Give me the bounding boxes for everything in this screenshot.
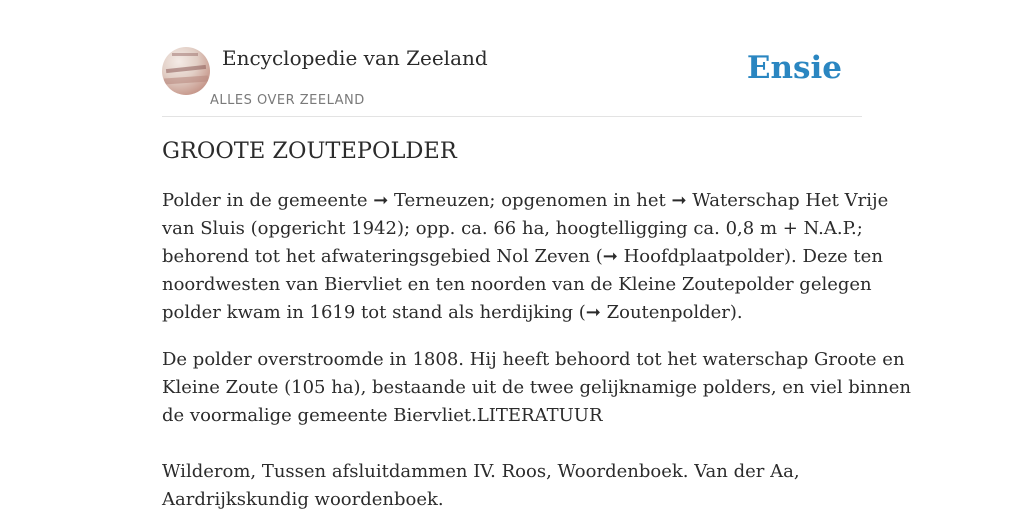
page-title: GROOTE ZOUTEPOLDER [162, 138, 457, 164]
article-paragraph [162, 346, 912, 512]
text-line: noordwesten van Biervliet en ten noorden van de Kleine Zoutepolder gelegen [162, 274, 872, 295]
text-line: De polder overstroomde in 1808. Hij heeft behoord tot het waterschap Groote en [162, 349, 905, 370]
text-line: behorend tot het afwateringsgebied Nol Zeven (➞ Hoofdplaatpolder). Deze ten [162, 246, 883, 267]
text-line: Kleine Zoute (105 ha), bestaande uit de twee gelijknamige polders, en viel binnen [162, 377, 912, 398]
text-line: Aardrijkskundig woordenboek. [162, 489, 444, 510]
text-line: polder kwam in 1619 tot stand als herdijking (➞ Zoutenpolder). [162, 302, 743, 323]
text-line: Polder in de gemeente ➞ Terneuzen; opgenomen in het ➞ Waterschap Het Vrije [162, 190, 889, 211]
article-paragraph [162, 187, 889, 327]
text-line: Wilderom, Tussen afsluitdammen IV. Roos, Woordenboek. Van der Aa, [162, 461, 800, 482]
article [162, 138, 912, 512]
site-title[interactable]: Encyclopedie van Zeeland [222, 46, 488, 70]
site-header [162, 46, 862, 117]
text-line: de voormalige gemeente Biervliet.LITERATUUR [162, 405, 603, 426]
brand-logo[interactable]: Ensie [746, 50, 842, 86]
site-subtitle: ALLES OVER ZEELAND [210, 93, 365, 108]
avatar-detail [164, 75, 208, 84]
avatar-detail [172, 53, 198, 56]
site-avatar[interactable] [162, 47, 210, 95]
text-line: van Sluis (opgericht 1942); opp. ca. 66 ha, hoogtelligging ca. 0,8 m + N.A.P.; [162, 218, 863, 239]
avatar-detail [166, 65, 206, 73]
